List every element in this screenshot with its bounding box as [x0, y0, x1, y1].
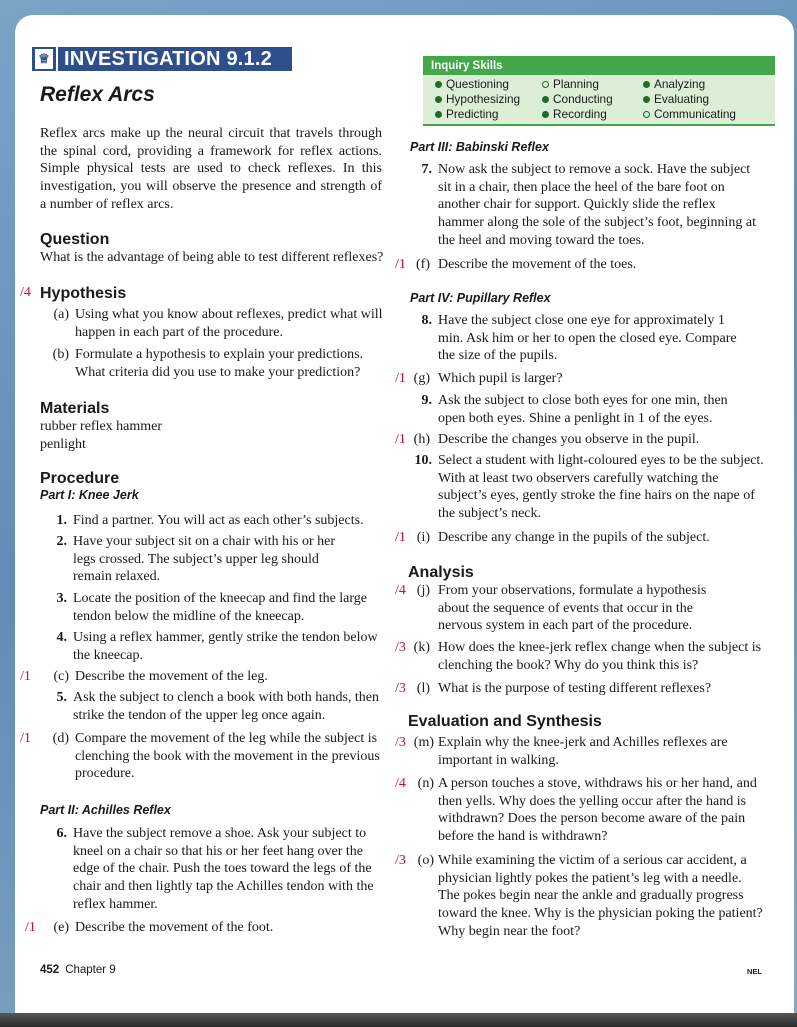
question-l: (l) What is the purpose of testing different reflexes? [416, 681, 712, 696]
textbook-page [15, 15, 794, 1013]
question-d-marks: /1 [20, 731, 31, 746]
evaluation-heading: Evaluation and Synthesis [408, 713, 602, 730]
question-j: (j) From your observations, formulate a hypothesis about the sequence of events that occur in the nervous system in each part of the procedure. [416, 583, 707, 634]
skill-predicting: Predicting [435, 107, 498, 121]
question-text: What is the advantage of being able to test different reflexes? [40, 250, 384, 265]
question-i: (i) Describe any change in the pupils of the subject. [416, 530, 710, 545]
procedure-step-4: 4. Using a reflex hammer, gently strike the tendon below the kneecap. [56, 630, 378, 663]
question-k-marks: /3 [395, 640, 406, 655]
question-h-marks: /1 [395, 432, 406, 447]
hypothesis-item-b: (b) Formulate a hypothesis to explain your predictions. What criteria did you use to make your prediction? [52, 347, 364, 380]
question-o-marks: /3 [395, 853, 406, 868]
skill-planning: Planning [542, 77, 599, 91]
question-d: (d) Compare the movement of the leg while the subject is clenching the book with the movement in the previous procedure. [52, 731, 380, 782]
procedure-step-6: 6. Have the subject remove a shoe. Ask your subject to kneel on a chair so that his or her feet hang over the edge of the chair. Push the toes toward the legs of the chair and then lightly tap the Achilles tendon with the reflex hammer. [56, 826, 374, 912]
hypothesis-heading: Hypothesis [40, 285, 127, 302]
analysis-heading: Analysis [408, 564, 474, 581]
empty-dot-icon [643, 111, 650, 118]
procedure-heading: Procedure [40, 470, 120, 487]
question-k: (k) How does the knee-jerk reflex change when the subject is clenching the book? Why do you think this is? [413, 640, 762, 673]
question-heading: Question [40, 231, 110, 248]
inquiry-skills-box [423, 56, 775, 126]
skill-recording: Recording [542, 107, 607, 121]
filled-dot-icon [435, 96, 442, 103]
publisher-mark: NEL [747, 967, 762, 976]
question-j-marks: /4 [395, 583, 406, 598]
procedure-step-5: 5. Ask the subject to clench a book with both hands, then strike the tendon of the upper leg once again. [56, 690, 379, 723]
skill-conducting: Conducting [542, 92, 613, 106]
procedure-step-10: 10. Select a student with light-coloured eyes to be the subject. With at least two observers carefully watching the subject’s eyes, gently stroke the fine hairs on the nape of the subject’s neck. [414, 453, 764, 522]
question-c-marks: /1 [20, 669, 31, 684]
material-item: penlight [40, 437, 86, 452]
filled-dot-icon [542, 111, 549, 118]
question-f: (f) Describe the movement of the toes. [416, 257, 637, 272]
investigation-banner [32, 47, 292, 71]
procedure-step-3: 3. Locate the position of the kneecap and find the large tendon below the midline of the kneecap. [56, 591, 368, 624]
question-g-marks: /1 [395, 371, 406, 386]
question-m: (m) Explain why the knee-jerk and Achilles reflexes are important in walking. [413, 735, 728, 768]
part-1-heading: Part I: Knee Jerk [40, 488, 139, 502]
question-i-marks: /1 [395, 530, 406, 545]
investigation-title: Reflex Arcs [40, 83, 155, 106]
inquiry-skills-list [423, 75, 775, 126]
inquiry-skills-title: Inquiry Skills [423, 56, 775, 75]
investigation-icon: ♕ [35, 49, 53, 69]
filled-dot-icon [435, 81, 442, 88]
question-m-marks: /3 [395, 735, 406, 750]
question-e-marks: /1 [25, 920, 36, 935]
filled-dot-icon [435, 111, 442, 118]
procedure-step-8: 8. Have the subject close one eye for approximately 1 min. Ask him or her to open the closed eye. Compare the size of the pupils. [421, 313, 737, 364]
page-number: 452 [40, 964, 60, 976]
question-e: (e) Describe the movement of the foot. [53, 920, 274, 935]
question-h: (h) Describe the changes you observe in the pupil. [413, 432, 700, 447]
question-c: (c) Describe the movement of the leg. [53, 669, 268, 684]
procedure-step-9: 9. Ask the subject to close both eyes for one min, then open both eyes. Shine a penlight in 1 of the eyes. [421, 393, 728, 426]
filled-dot-icon [542, 96, 549, 103]
hypothesis-item-a: (a) Using what you know about reflexes, predict what will happen in each part of the procedure. [53, 307, 383, 340]
materials-heading: Materials [40, 400, 110, 417]
question-g: (g) Which pupil is larger? [413, 371, 563, 386]
question-o: (o) While examining the victim of a serious car accident, a physician lightly pokes the patient’s leg with a needle. The pokes begin near the ankle and gradually progress toward the knee. Why is the physician poking the patient? Why begin near the foot? [417, 853, 763, 939]
material-item: rubber reflex hammer [40, 419, 163, 434]
intro-paragraph: Reflex arcs make up the neural circuit that travels through the spinal cord, providing a framework for reflex actions. Simple physical tests are used to check reflexes. In this investigation, you will observe the presence and strength of a number of reflex arcs. [40, 126, 382, 212]
part-2-heading: Part II: Achilles Reflex [40, 803, 171, 817]
page-footer [40, 964, 116, 976]
part-3-heading: Part III: Babinski Reflex [410, 140, 549, 154]
skill-questioning: Questioning [435, 77, 509, 91]
filled-dot-icon [643, 81, 650, 88]
part-4-heading: Part IV: Pupillary Reflex [410, 291, 551, 305]
banner-divider [56, 47, 58, 71]
question-n: (n) A person touches a stove, withdraws his or her hand, and then yells. Why does the yelling occur after the hand is withdrawn? Does the person become aware of the pain before the hand is withdrawn? [417, 776, 757, 845]
question-f-marks: /1 [395, 257, 406, 272]
viewer-bottom-bar [0, 1013, 797, 1027]
question-l-marks: /3 [395, 681, 406, 696]
empty-dot-icon [542, 81, 549, 88]
procedure-step-2: 2. Have your subject sit on a chair with his or her legs crossed. The subject’s upper leg should remain relaxed. [56, 534, 336, 585]
hypothesis-marks: /4 [20, 285, 31, 300]
filled-dot-icon [643, 96, 650, 103]
skill-hypothesizing: Hypothesizing [435, 92, 520, 106]
investigation-number: INVESTIGATION 9.1.2 [64, 48, 272, 70]
skill-evaluating: Evaluating [643, 92, 709, 106]
question-n-marks: /4 [395, 776, 406, 791]
skill-communicating: Communicating [643, 107, 736, 121]
chapter-label: Chapter 9 [65, 964, 116, 976]
procedure-step-7: 7. Now ask the subject to remove a sock. Have the subject sit in a chair, then place the heel of the bare foot on another chair for support. Quickly slide the reflex hammer along the sole of the subject’s foot, beginning at the heel and moving toward the toes. [421, 162, 757, 248]
procedure-step-1: 1. Find a partner. You will act as each other’s subjects. [56, 513, 364, 528]
skill-analyzing: Analyzing [643, 77, 705, 91]
